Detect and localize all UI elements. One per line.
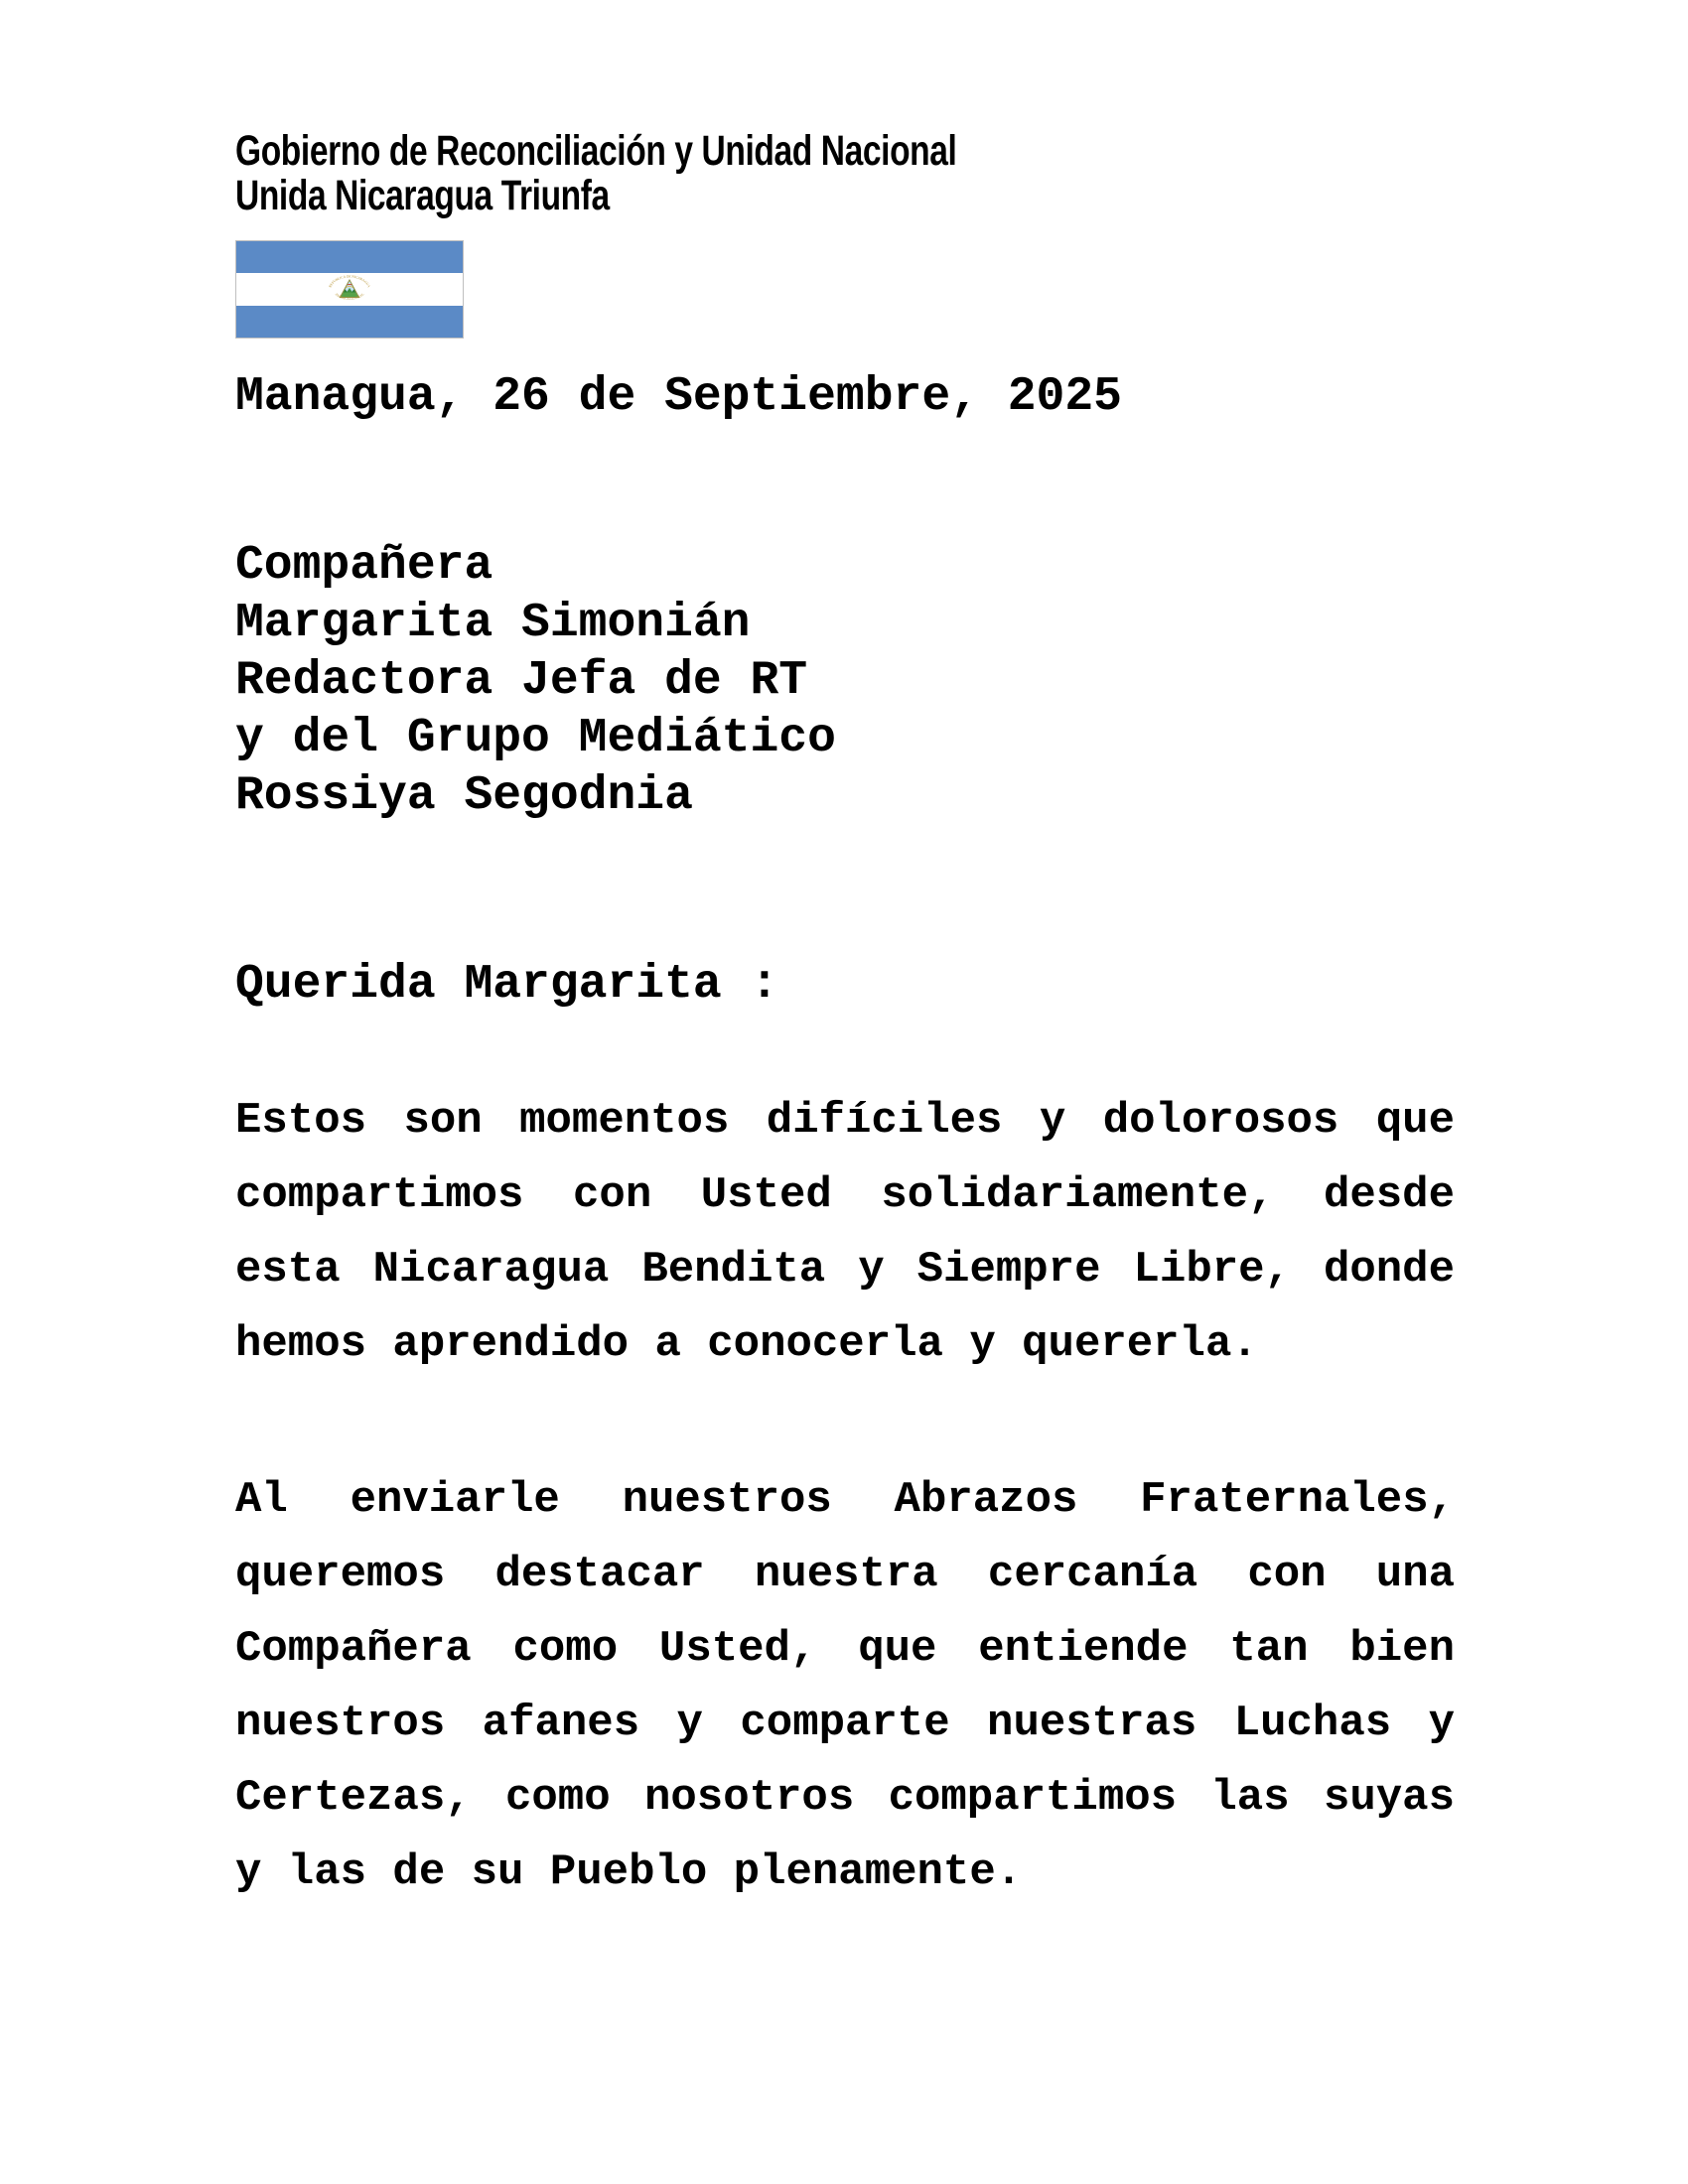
nicaragua-flag: [235, 240, 464, 339]
flag-bottom-stripe: [236, 306, 463, 338]
letterhead: [235, 129, 1455, 339]
paragraph-line: Certezas, como nosotros compartimos las suyas: [235, 1773, 1455, 1823]
paragraph-line: esta Nicaragua Bendita y Siempre Libre, donde: [235, 1245, 1455, 1295]
flag-top-stripe: [236, 241, 463, 273]
emblem-top-text: REPUBLICA DE NICARAGUA: [328, 273, 371, 288]
paragraph-line: compartimos con Usted solidariamente, desde: [235, 1170, 1455, 1220]
recipient-line: Margarita Simonián: [235, 597, 751, 650]
paragraph-line: y las de su Pueblo plenamente.: [235, 1847, 1023, 1897]
paragraph-line: Estos son momentos difíciles y dolorosos que: [235, 1096, 1455, 1146]
paragraph-line: nuestros afanes y comparte nuestras Luchas y: [235, 1699, 1455, 1748]
paragraph-line: Al enviarle nuestros Abrazos Fraternales,: [235, 1475, 1455, 1525]
paragraph-line: hemos aprendido a conocerla y quererla.: [235, 1319, 1258, 1369]
paragraph-line: Compañera como Usted, que entiende tan bien: [235, 1624, 1455, 1674]
letterhead-line1: Gobierno de Reconciliación y Unidad Nacional: [235, 127, 957, 175]
letterhead-line2: Unida Nicaragua Triunfa: [235, 172, 610, 219]
recipient-line: Redactora Jefa de RT: [235, 654, 808, 708]
recipient-block: [235, 537, 1455, 825]
paragraph-1: [235, 1084, 1455, 1382]
salutation: Querida Margarita :: [235, 958, 779, 1012]
coat-of-arms-icon: [326, 273, 373, 307]
emblem-bottom-text: AMERICA CENTRAL: [334, 291, 365, 301]
paragraph-2: [235, 1463, 1455, 1910]
date-line: Managua, 26 de Septiembre, 2025: [235, 370, 1122, 424]
emblem-triangle-interior: [339, 279, 360, 299]
paragraph-line: queremos destacar nuestra cercanía con una: [235, 1550, 1455, 1599]
recipient-line: y del Grupo Mediático: [235, 712, 836, 765]
recipient-line: Compañera: [235, 539, 493, 593]
recipient-line: Rossiya Segodnia: [235, 769, 693, 823]
